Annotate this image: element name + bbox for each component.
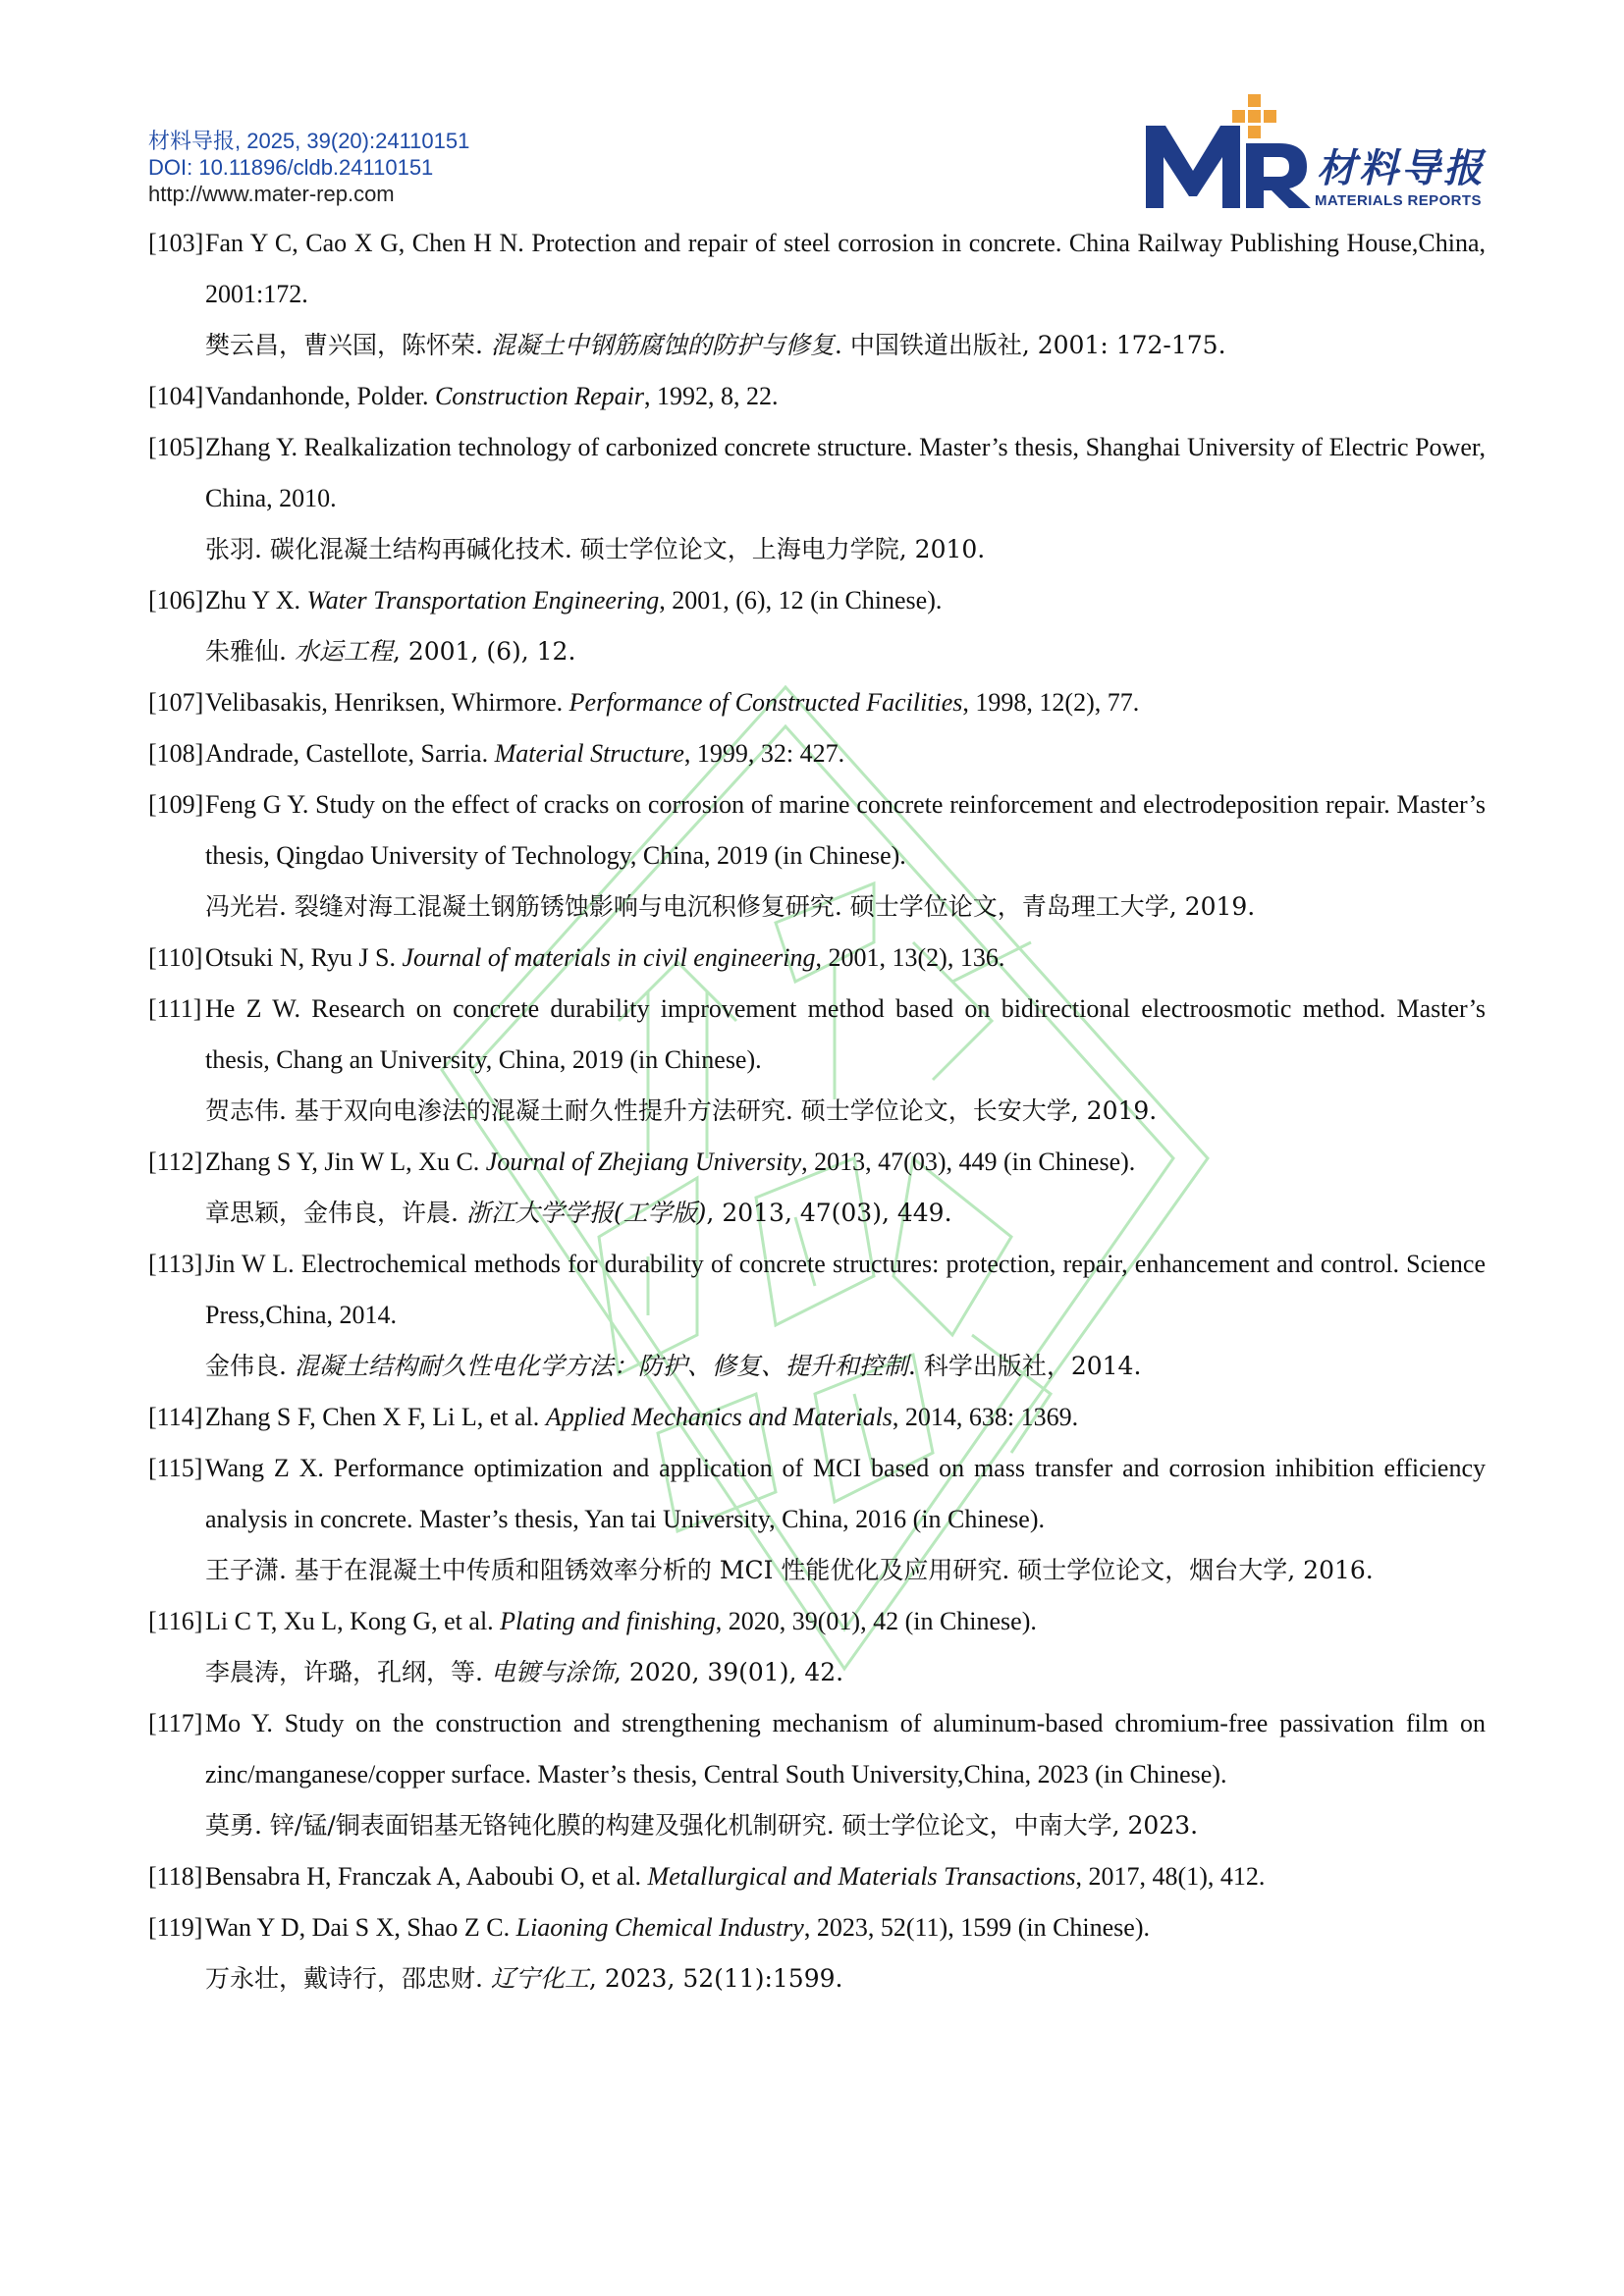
- reference-english: [205, 1698, 1486, 1800]
- reference-number: [105]: [148, 433, 204, 461]
- reference-text: , 2013, 47(03), 449 (in Chinese).: [801, 1148, 1136, 1176]
- reference-text: 莫勇. 锌/锰/铜表面铝基无铬钝化膜的构建及强化机制研究. 硕士学位论文，中南大学, 2023.: [205, 1811, 1199, 1840]
- reference-source-title: Plating and finishing: [500, 1607, 716, 1635]
- reference-english: [205, 779, 1486, 881]
- reference-number: [108]: [148, 739, 204, 768]
- reference-source-title: 水运工程: [294, 637, 393, 666]
- reference-source-title: Performance of Constructed Facilities: [568, 688, 963, 717]
- reference-chinese: [205, 1086, 1486, 1137]
- reference-chinese: [205, 320, 1486, 371]
- journal-header: [148, 128, 469, 207]
- reference-english: [205, 1902, 1486, 1953]
- reference-item: [148, 1851, 1486, 1902]
- reference-number: [116]: [148, 1607, 203, 1635]
- reference-number: [118]: [148, 1862, 203, 1891]
- reference-item: [148, 218, 1486, 371]
- reference-english: [205, 933, 1486, 984]
- reference-text: Vandanhonde, Polder.: [205, 382, 435, 410]
- reference-number: [103]: [148, 229, 204, 257]
- reference-english: [205, 1443, 1486, 1545]
- reference-number: [115]: [148, 1454, 203, 1482]
- reference-item: [148, 1443, 1486, 1596]
- reference-item: [148, 1596, 1486, 1698]
- reference-text: , 2001, (6), 12 (in Chinese).: [659, 586, 943, 614]
- reference-text: Andrade, Castellote, Sarria.: [205, 739, 495, 768]
- reference-text: 朱雅仙.: [205, 637, 295, 666]
- reference-english: [205, 677, 1486, 728]
- reference-source-title: Liaoning Chemical Industry: [515, 1913, 804, 1942]
- journal-logo: [1142, 94, 1495, 217]
- reference-text: Fan Y C, Cao X G, Chen H N. Protection and repair of steel corrosion in concrete. China Railway Publishing House,China, 2001:172.: [205, 229, 1486, 308]
- reference-number: [111]: [148, 994, 202, 1023]
- reference-english: [205, 1239, 1486, 1341]
- reference-number: [104]: [148, 382, 204, 410]
- reference-item: [148, 575, 1486, 677]
- mr-logo-mark-icon: [1142, 94, 1319, 217]
- reference-chinese: [205, 524, 1486, 575]
- reference-item: [148, 1392, 1486, 1443]
- reference-english: [205, 422, 1486, 524]
- reference-english: [205, 1392, 1486, 1443]
- reference-text: 金伟良.: [205, 1352, 295, 1380]
- reference-item: [148, 728, 1486, 779]
- reference-source-title: Journal of Zhejiang University: [485, 1148, 802, 1176]
- reference-number: [110]: [148, 943, 203, 972]
- reference-text: 张羽. 碳化混凝土结构再碱化技术. 硕士学位论文，上海电力学院, 2010.: [205, 535, 986, 563]
- reference-item: [148, 1239, 1486, 1392]
- reference-number: [114]: [148, 1403, 203, 1431]
- reference-item: [148, 1137, 1486, 1239]
- reference-chinese: [205, 1545, 1486, 1596]
- reference-text: , 2017, 48(1), 412.: [1075, 1862, 1266, 1891]
- reference-text: , 2001, (6), 12.: [392, 637, 576, 666]
- reference-text: 冯光岩. 裂缝对海工混凝土钢筋锈蚀影响与电沉积修复研究. 硕士学位论文，青岛理工大学, 2019.: [205, 892, 1256, 921]
- reference-number: [109]: [148, 790, 204, 819]
- reference-source-title: 浙江大学学报(工学版): [465, 1199, 707, 1227]
- reference-text: He Z W. Research on concrete durability improvement method based on bidirectional electroosmotic method. Master’s thesis, Chang an University, China, 2019 (in Chinese).: [205, 994, 1486, 1074]
- reference-item: [148, 1902, 1486, 2004]
- reference-text: , 1992, 8, 22.: [644, 382, 779, 410]
- reference-source-title: 电镀与涂饰: [490, 1658, 614, 1686]
- reference-english: [205, 728, 1486, 779]
- reference-english: [205, 575, 1486, 626]
- reference-item: [148, 422, 1486, 575]
- reference-chinese: [205, 1953, 1486, 2004]
- reference-text: 樊云昌，曹兴国，陈怀荣.: [205, 331, 491, 359]
- reference-source-title: Water Transportation Engineering: [306, 586, 660, 614]
- reference-text: Wan Y D, Dai S X, Shao Z C.: [205, 1913, 516, 1942]
- reference-text: , 2001, 13(2), 136.: [815, 943, 1005, 972]
- reference-item: [148, 933, 1486, 984]
- reference-source-title: Material Structure: [494, 739, 684, 768]
- reference-item: [148, 779, 1486, 933]
- reference-item: [148, 371, 1486, 422]
- doi-line: DOI: 10.11896/cldb.24110151: [148, 155, 434, 180]
- reference-source-title: Journal of materials in civil engineering: [402, 943, 816, 972]
- reference-source-title: Metallurgical and Materials Transactions: [647, 1862, 1076, 1891]
- reference-text: , 1999, 32: 427.: [683, 739, 845, 768]
- reference-chinese: [205, 1800, 1486, 1851]
- reference-chinese: [205, 626, 1486, 677]
- reference-item: [148, 677, 1486, 728]
- reference-text: , 2020, 39(01), 42 (in Chinese).: [715, 1607, 1037, 1635]
- reference-text: 贺志伟. 基于双向电渗法的混凝土耐久性提升方法研究. 硕士学位论文，长安大学, 2019.: [205, 1096, 1158, 1125]
- reference-chinese: [205, 1341, 1486, 1392]
- reference-chinese: [205, 881, 1486, 933]
- journal-url[interactable]: http://www.mater-rep.com: [148, 182, 395, 206]
- reference-item: [148, 984, 1486, 1137]
- reference-text: , 2013, 47(03), 449.: [706, 1199, 952, 1227]
- reference-text: Mo Y. Study on the construction and strengthening mechanism of aluminum-based chromium-free passivation film on zinc/manganese/copper surface. Master’s thesis, Central South University,China, 2023 (in Chinese).: [205, 1709, 1486, 1789]
- reference-text: , 1998, 12(2), 77.: [962, 688, 1140, 717]
- reference-english: [205, 984, 1486, 1086]
- reference-text: Zhang S F, Chen X F, Li L, et al.: [205, 1403, 546, 1431]
- journal-citation: 材料导报, 2025, 39(20):24110151: [148, 129, 470, 153]
- reference-text: Zhang S Y, Jin W L, Xu C.: [205, 1148, 486, 1176]
- reference-text: , 2014, 638: 1369.: [892, 1403, 1079, 1431]
- reference-text: 章思颖，金伟良，许晨.: [205, 1199, 466, 1227]
- reference-item: [148, 1698, 1486, 1851]
- reference-text: Zhang Y. Realkalization technology of carbonized concrete structure. Master’s thesis, Shanghai University of Electric Power, China, 2010.: [205, 433, 1486, 512]
- reference-text: Li C T, Xu L, Kong G, et al.: [205, 1607, 501, 1635]
- reference-text: Otsuki N, Ryu J S.: [205, 943, 403, 972]
- reference-text: Wang Z X. Performance optimization and application of MCI based on mass transfer and corrosion inhibition efficiency analysis in concrete. Master’s thesis, Yan tai University, China, 2016 (in Chinese).: [205, 1454, 1486, 1533]
- reference-text: , 2023, 52(11):1599.: [588, 1964, 843, 1993]
- reference-text: Velibasakis, Henriksen, Whirmore.: [205, 688, 569, 717]
- reference-english: [205, 1137, 1486, 1188]
- reference-text: , 2023, 52(11), 1599 (in Chinese).: [803, 1913, 1150, 1942]
- reference-list: [148, 218, 1486, 2004]
- reference-source-title: 辽宁化工: [490, 1964, 589, 1993]
- reference-text: Jin W L. Electrochemical methods for durability of concrete structures: protection, repair, enhancement and control. Science Press,China, 2014.: [205, 1250, 1486, 1329]
- reference-number: [117]: [148, 1709, 203, 1737]
- reference-text: 王子潇. 基于在混凝土中传质和阻锈效率分析的 MCI 性能优化及应用研究. 硕士学位论文，烟台大学, 2016.: [205, 1556, 1374, 1584]
- reference-english: [205, 1596, 1486, 1647]
- reference-text: Zhu Y X.: [205, 586, 307, 614]
- reference-source-title: Applied Mechanics and Materials: [545, 1403, 893, 1431]
- reference-text: 万永壮，戴诗行，邵忠财.: [205, 1964, 491, 1993]
- reference-text: , 2020, 39(01), 42.: [613, 1658, 844, 1686]
- reference-number: [113]: [148, 1250, 203, 1278]
- reference-number: [107]: [148, 688, 204, 717]
- logo-english-name: MATERIALS REPORTS: [1315, 192, 1482, 209]
- reference-english: [205, 218, 1486, 320]
- logo-chinese-name: 材料导报: [1317, 145, 1486, 191]
- reference-chinese: [205, 1647, 1486, 1698]
- reference-english: [205, 371, 1486, 422]
- reference-source-title: 混凝土结构耐久性电化学方法：防护、修复、提升和控制: [294, 1352, 908, 1380]
- reference-text: . 中国铁道出版社, 2001: 172-175.: [834, 331, 1226, 359]
- reference-number: [106]: [148, 586, 204, 614]
- reference-source-title: 混凝土中钢筋腐蚀的防护与修复: [490, 331, 835, 359]
- reference-text: Feng G Y. Study on the effect of cracks on corrosion of marine concrete reinforcement and electrodeposition repair. Master’s thesis, Qingdao University of Technology, China, 2019 (in Chinese).: [205, 790, 1486, 870]
- reference-number: [112]: [148, 1148, 203, 1176]
- reference-text: 李晨涛，许璐，孔纲，等.: [205, 1658, 491, 1686]
- reference-text: Bensabra H, Franczak A, Aaboubi O, et al.: [205, 1862, 648, 1891]
- reference-source-title: Construction Repair: [434, 382, 645, 410]
- reference-chinese: [205, 1188, 1486, 1239]
- reference-english: [205, 1851, 1486, 1902]
- reference-number: [119]: [148, 1913, 203, 1942]
- reference-text: . 科学出版社，2014.: [907, 1352, 1142, 1380]
